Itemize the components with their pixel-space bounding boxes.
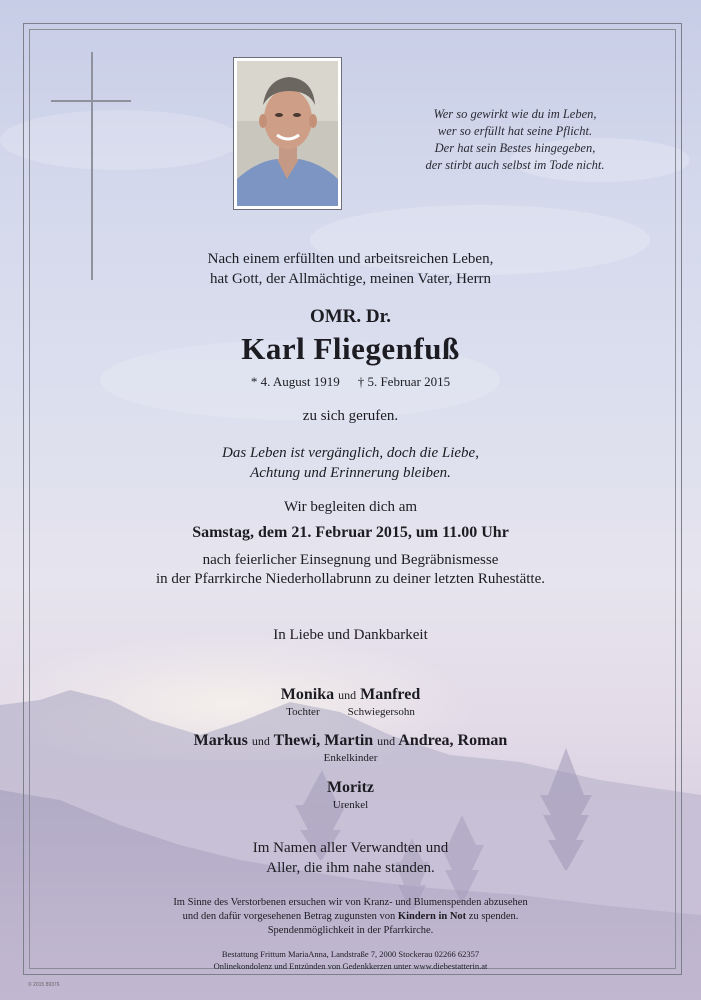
- charity-name: Kindern in Not: [397, 911, 467, 922]
- family-name: Manfred: [360, 686, 421, 703]
- undertaker-line-2: Onlinekondolenz und Entzünden von Gedenkkerzen unter www.diebestatterin.at: [213, 961, 488, 971]
- cross-icon-horizontal: [51, 100, 131, 102]
- donation-line-2: [0, 910, 701, 924]
- family-roles-3: Urenkel: [332, 799, 369, 811]
- role-label: Schwiegersohn: [347, 706, 415, 718]
- funeral-lead: Wir begleiten dich am: [283, 499, 418, 515]
- conjunction: und: [251, 734, 270, 748]
- print-code: © 2015 89376: [28, 982, 60, 988]
- intro-line-2: hat Gott, der Allmächtige, meinen Vater, Herrn: [209, 271, 492, 287]
- relatives-line-2: Aller, die ihm nahe standen.: [266, 860, 435, 876]
- called-text: zu sich gerufen.: [302, 408, 399, 424]
- donation-line-3: Spendenmöglichkeit in der Pfarrkirche.: [267, 925, 434, 936]
- relatives-line-1: Im Namen aller Verwandten und: [252, 840, 449, 856]
- family-name: Markus: [193, 732, 248, 749]
- funeral-line-1: nach feierlicher Einsegnung und Begräbnismesse: [202, 552, 499, 568]
- verse-line-2: Achtung und Erinnerung bleiben.: [250, 465, 451, 481]
- quote-line: der stirbt auch selbst im Tode nicht.: [425, 158, 605, 172]
- life-dates: [0, 374, 701, 390]
- quote-line: wer so erfüllt hat seine Pflicht.: [437, 124, 593, 138]
- family-name: Monika: [280, 686, 335, 703]
- family-name: Thewi, Martin: [273, 732, 374, 749]
- conjunction: und: [377, 734, 396, 748]
- cross-icon-vertical: [91, 52, 93, 280]
- family-row-3: Moritz: [326, 779, 375, 796]
- funeral-date: Samstag, dem 21. Februar 2015, um 11.00 Uhr: [192, 524, 509, 541]
- donation-text: und den dafür vorgesehenen Betrag zugunsten von: [182, 911, 396, 922]
- portrait-image: [237, 61, 338, 206]
- family-name: Andrea, Roman: [398, 732, 508, 749]
- family-roles-1: [0, 706, 701, 718]
- family-row-1: [0, 686, 701, 704]
- memorial-quote: [400, 106, 630, 174]
- donation-line-1: Im Sinne des Verstorbenen ersuchen wir von Kranz- und Blumenspenden abzusehen: [173, 897, 528, 908]
- conjunction: und: [338, 688, 357, 702]
- role-label: Tochter: [286, 706, 320, 718]
- closing-text: In Liebe und Dankbarkeit: [273, 627, 428, 643]
- funeral-line-2: in der Pfarrkirche Niederhollabrunn zu deiner letzten Ruhestätte.: [155, 571, 545, 587]
- death-date: † 5. Februar 2015: [357, 374, 451, 389]
- family-roles-2: Enkelkinder: [323, 752, 378, 764]
- family-row-2: [0, 732, 701, 750]
- verse-line-1: Das Leben ist vergänglich, doch die Liebe,: [222, 445, 479, 461]
- quote-line: Der hat sein Bestes hingegeben,: [434, 141, 596, 155]
- donation-text: zu spenden.: [468, 911, 519, 922]
- deceased-name: Karl Fliegenfuß: [241, 331, 460, 366]
- portrait-photo: [233, 57, 342, 210]
- undertaker-line-1: Bestattung Frittum MariaAnna, Landstraße 7, 2000 Stockerau 02266 62357: [221, 949, 480, 959]
- deceased-title: OMR. Dr.: [309, 306, 392, 327]
- intro-line-1: Nach einem erfüllten und arbeitsreichen Leben,: [207, 251, 494, 267]
- quote-line: Wer so gewirkt wie du im Leben,: [433, 107, 597, 121]
- birth-date: * 4. August 1919: [250, 374, 340, 389]
